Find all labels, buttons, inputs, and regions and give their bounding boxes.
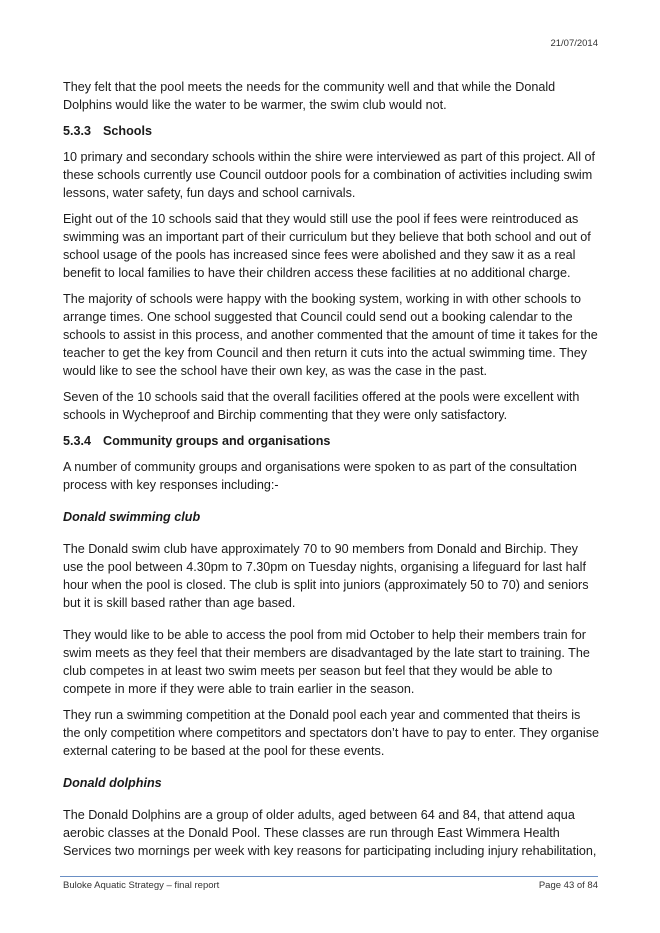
paragraph-swim-competition: They run a swimming competition at the Donald pool each year and commented that theirs is the only competition where competitors and spectators don’t have to pay to enter. They organise external catering to be based at the pool for these events. (63, 708, 600, 758)
paragraph-facilities: Seven of the 10 schools said that the overall facilities offered at the pools were excellent with schools in Wycheproof and Birchip commenting that they were only satisfactory. (63, 390, 580, 422)
section-heading-schools (63, 122, 599, 140)
section-number: 5.3.4 (63, 434, 92, 448)
page-body (63, 78, 599, 868)
paragraph-dolphins: The Donald Dolphins are a group of older adults, aged between 64 and 84, that attend aqua aerobic classes at the Donald Pool. These classes are run through East Wimmera Health Services two mornings per week with key reasons for participating including injury rehabilitation, (63, 808, 597, 858)
paragraph-pool-needs: They felt that the pool meets the needs for the community well and that while the Donald Dolphins would like the water to be warmer, the swim club would not. (63, 80, 556, 112)
paragraph-swim-club-members: The Donald swim club have approximately 70 to 90 members from Donald and Birchip. They use the pool between 4.30pm to 7.30pm on Tuesday nights, organising a lifeguard for last half hour when the pool is closed. The club is split into juniors (approximately 50 to 70) and seniors but it is skill based rather than age based. (63, 542, 589, 610)
paragraph-schools-interviewed: 10 primary and secondary schools within the shire were interviewed as part of this project. All of these schools currently use Council outdoor pools for a combination of activities including swim lessons, water safety, fun days and school carnivals. (63, 150, 595, 200)
paragraph-swim-club-access: They would like to be able to access the pool from mid October to help their members train for swim meets as they feel that their members are disadvantaged by the late start to training. The club competes in at least two swim meets per season but feel that they would be able to compete in more if they were able to train earlier in the season. (63, 628, 590, 696)
footer-page-number: Page 43 of 84 (538, 880, 598, 891)
footer-divider (60, 876, 598, 877)
section-title: Community groups and organisations (103, 434, 331, 448)
subheading-donald-dolphins: Donald dolphins (63, 776, 162, 790)
subheading-swimming-club: Donald swimming club (63, 510, 201, 524)
header-date: 21/07/2014 (550, 38, 598, 49)
footer-report-title: Buloke Aquatic Strategy – final report (63, 880, 220, 891)
paragraph-schools-fees: Eight out of the 10 schools said that they would still use the pool if fees were reintroduced as swimming was an important part of their curriculum but they believe that both school and out of school usage of the pools has increased since fees were abolished and they saw it as a real benefit to local families to have their children access these facilities at no additional charge. (63, 212, 591, 280)
paragraph-booking-system: The majority of schools were happy with the booking system, working in with other schools to arrange times. One school suggested that Council could send out a booking calendar to the schools to assist in this process, and another commented that the amount of time it takes for the teacher to get the key from Council and then return it cuts into the actual swimming time. They would like to see the school have their own key, as was the case in the past. (63, 292, 598, 378)
section-heading-community-groups (63, 432, 599, 450)
section-title: Schools (103, 124, 152, 138)
section-number: 5.3.3 (63, 124, 92, 138)
paragraph-community-intro: A number of community groups and organisations were spoken to as part of the consultation process with key responses including:- (63, 460, 577, 492)
